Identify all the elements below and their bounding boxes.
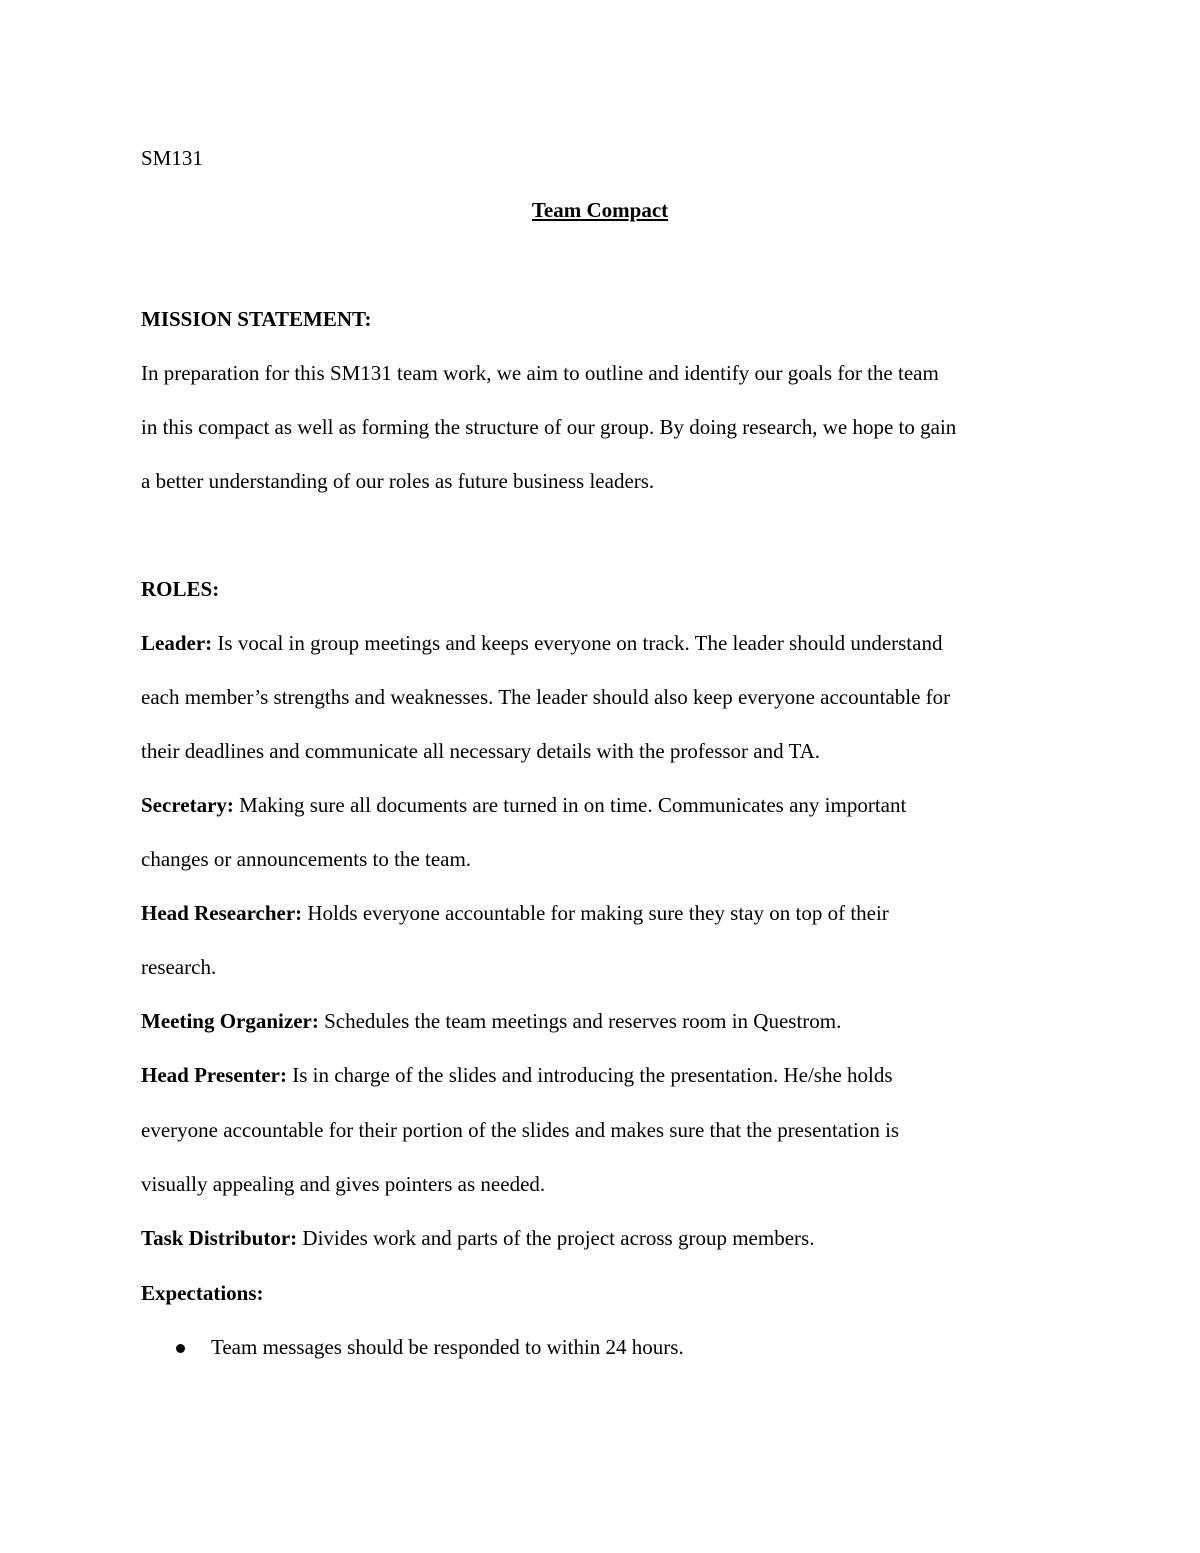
course-code: SM131: [141, 146, 203, 170]
role-head-presenter-line-1: [141, 1061, 893, 1089]
role-secretary-line-1: [141, 791, 906, 819]
role-head-researcher-line-1: [141, 899, 889, 927]
expectations-heading: Expectations:: [141, 1281, 264, 1305]
role-leader-line-2: each member’s strengths and weaknesses. The leader should also keep everyone accountable for: [141, 685, 951, 709]
role-task-distributor-label: Task Distributor:: [141, 1226, 298, 1250]
role-meeting-organizer-line-1: [141, 1007, 841, 1035]
page-title: Team Compact: [531, 198, 669, 222]
role-leader-line-1: [141, 629, 942, 657]
role-task-distributor-text: Divides work and parts of the project across group members.: [297, 1226, 815, 1250]
role-leader-label: Leader:: [141, 631, 213, 655]
role-meeting-organizer-text: Schedules the team meetings and reserves room in Questrom.: [318, 1009, 842, 1033]
bullet-dot-icon: [176, 1344, 185, 1353]
role-secretary-label: Secretary:: [141, 793, 234, 817]
role-meeting-organizer-label: Meeting Organizer:: [141, 1009, 319, 1033]
role-head-researcher-text: Holds everyone accountable for making sure they stay on top of their: [302, 901, 889, 925]
role-secretary-line-2: changes or announcements to the team.: [141, 847, 472, 871]
role-head-researcher-line-2: research.: [141, 955, 217, 979]
role-head-presenter-line-3: visually appealing and gives pointers as needed.: [141, 1172, 546, 1196]
roles-heading: ROLES:: [141, 577, 220, 601]
role-leader-line-3: their deadlines and communicate all necessary details with the professor and TA.: [141, 739, 821, 763]
role-head-presenter-text: Is in charge of the slides and introducing the presentation. He/she holds: [286, 1063, 893, 1087]
role-head-presenter-label: Head Presenter:: [141, 1063, 287, 1087]
role-head-presenter-line-2: everyone accountable for their portion of the slides and makes sure that the presentation is: [141, 1118, 900, 1142]
mission-line-3: a better understanding of our roles as future business leaders.: [141, 469, 655, 493]
role-secretary-text: Making sure all documents are turned in on time. Communicates any important: [233, 793, 907, 817]
mission-line-1: In preparation for this SM131 team work, we aim to outline and identify our goals for the team: [141, 361, 939, 385]
mission-line-2: in this compact as well as forming the structure of our group. By doing research, we hope to gain: [141, 415, 957, 439]
role-head-researcher-label: Head Researcher:: [141, 901, 303, 925]
role-leader-text: Is vocal in group meetings and keeps everyone on track. The leader should understand: [212, 631, 943, 655]
mission-heading: MISSION STATEMENT:: [141, 307, 372, 331]
expectation-item: Team messages should be responded to within 24 hours.: [211, 1335, 684, 1359]
role-task-distributor-line-1: [141, 1224, 814, 1252]
